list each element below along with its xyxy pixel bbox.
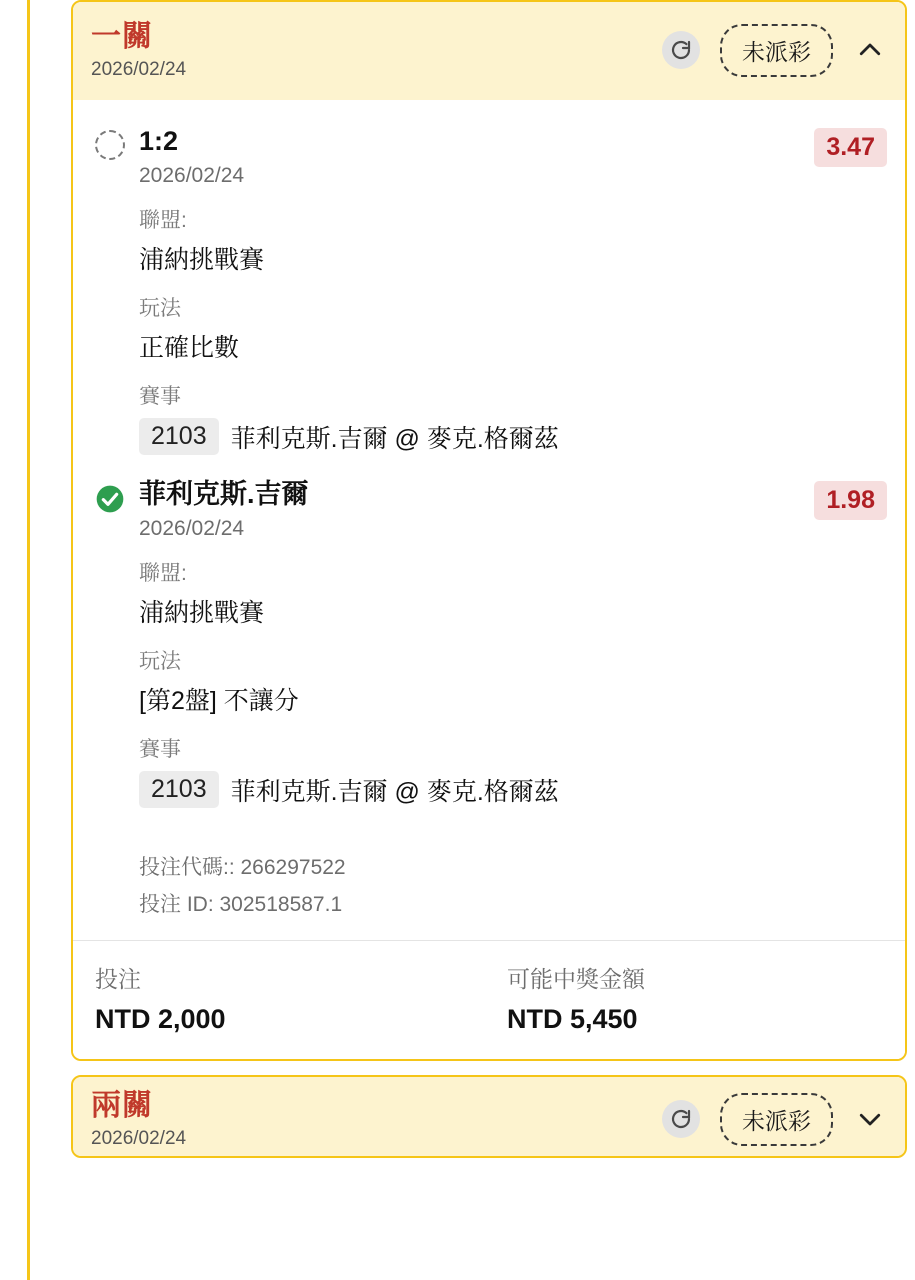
odds-value: 3.47 (814, 128, 887, 167)
bet-card-header[interactable] (73, 1077, 905, 1156)
bet-id: 投注 ID: 302518587.1 (139, 892, 343, 916)
league-label: 聯盟: (139, 562, 187, 586)
market-label: 玩法 (139, 650, 181, 674)
league-label: 聯盟: (139, 209, 187, 233)
event-label: 賽事 (139, 385, 181, 409)
bet-card-title: 一關 (91, 19, 153, 53)
status-badge: 未派彩 (720, 1093, 833, 1146)
bet-code: 投注代碼:: 266297522 (139, 856, 346, 880)
bet-card-date: 2026/02/24 (91, 1127, 187, 1149)
league-value: 浦納挑戰賽 (139, 246, 265, 275)
bet-leg-info (139, 126, 814, 188)
event-row (139, 771, 887, 808)
bet-selection-date: 2026/02/24 (139, 517, 245, 541)
bet-leg-status (91, 479, 139, 515)
event-code: 2103 (139, 418, 219, 455)
stake-column (95, 961, 491, 1035)
status-badge: 未派彩 (720, 24, 833, 77)
refresh-icon[interactable] (662, 1100, 700, 1138)
stake-label: 投注 (95, 965, 141, 992)
bet-leg-info (139, 479, 814, 541)
bet-leg-fields (139, 204, 887, 455)
bet-history-page (33, 0, 915, 1280)
market-label: 玩法 (139, 297, 181, 321)
bet-card-double[interactable] (71, 1075, 907, 1158)
pending-circle-icon (95, 130, 125, 160)
bet-selection-name: 菲利克斯.吉爾 (139, 479, 309, 510)
bet-leg-header (91, 126, 887, 188)
bet-card-header-text (91, 1089, 662, 1150)
bet-leg-fields (139, 557, 887, 808)
bet-selection-date: 2026/02/24 (139, 164, 245, 188)
stake-value: NTD 2,000 (95, 1003, 226, 1034)
payout-label: 可能中獎金額 (507, 965, 645, 992)
event-name: 菲利克斯.吉爾 @ 麥克.格爾茲 (230, 424, 559, 453)
refresh-icon[interactable] (662, 31, 700, 69)
bet-card-date: 2026/02/24 (91, 58, 187, 80)
bet-card-single[interactable] (71, 0, 907, 1061)
market-value: 正確比數 (139, 334, 240, 363)
bet-card-title: 兩關 (91, 1088, 153, 1122)
bet-card-body (73, 100, 905, 1059)
page-edge-strip (0, 0, 30, 1280)
bet-totals (91, 941, 887, 1059)
event-row (139, 418, 887, 455)
bet-card-header-actions (662, 1093, 887, 1146)
event-code: 2103 (139, 771, 219, 808)
league-value: 浦納挑戰賽 (139, 599, 265, 628)
bet-leg-status (91, 126, 139, 160)
odds-value: 1.98 (814, 481, 887, 520)
payout-column (491, 961, 887, 1035)
bet-leg-header (91, 479, 887, 541)
event-label: 賽事 (139, 738, 181, 762)
bet-card-header-text (91, 20, 662, 81)
event-name: 菲利克斯.吉爾 @ 麥克.格爾茲 (230, 777, 559, 806)
bet-leg (91, 461, 887, 814)
chevron-up-icon[interactable] (853, 33, 887, 67)
payout-value: NTD 5,450 (507, 1003, 638, 1034)
bet-card-header-actions (662, 24, 887, 77)
bet-selection-name: 1:2 (139, 126, 179, 156)
bet-card-header[interactable] (73, 2, 905, 100)
chevron-down-icon[interactable] (853, 1102, 887, 1136)
bet-identifiers (139, 850, 887, 940)
bet-leg (91, 108, 887, 461)
check-circle-icon (94, 483, 126, 515)
market-value: [第2盤] 不讓分 (139, 687, 299, 716)
